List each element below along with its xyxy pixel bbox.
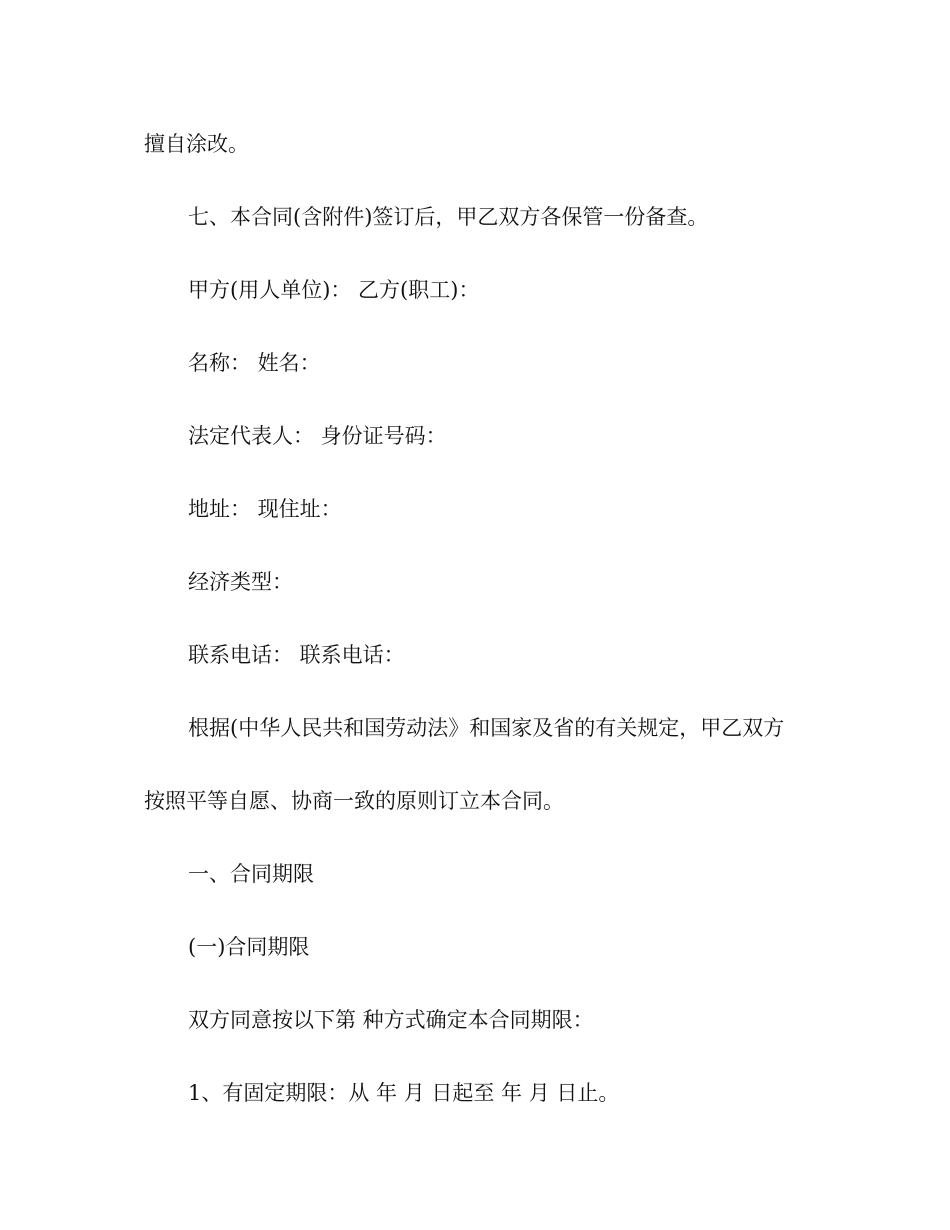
text-line: 1、有固定期限：从 年 月 日起至 年 月 日止。 bbox=[188, 1081, 620, 1105]
text-line: 双方同意按以下第 种方式确定本合同期限： bbox=[188, 1008, 594, 1032]
text-line: 名称： 姓名： bbox=[188, 351, 321, 375]
text-line: 按照平等自愿、协商一致的原则订立本合同。 bbox=[144, 789, 564, 813]
text-line: 七、本合同(含附件)签订后，甲乙双方各保管一份备查。 bbox=[188, 205, 709, 229]
text-line: 法定代表人： 身份证号码： bbox=[188, 424, 447, 448]
text-line: 擅自涂改。 bbox=[144, 132, 249, 156]
text-line: 甲方(用人单位)： 乙方(职工)： bbox=[188, 278, 480, 302]
subsection-heading: (一)合同期限 bbox=[188, 935, 310, 959]
text-line: 经济类型： bbox=[188, 570, 293, 594]
text-line: 地址： 现住址： bbox=[188, 497, 342, 521]
text-line: 根据(中华人民共和国劳动法》和国家及省的有关规定，甲乙双方 bbox=[188, 716, 785, 740]
section-heading: 一、合同期限 bbox=[188, 862, 314, 886]
text-line: 联系电话： 联系电话： bbox=[188, 643, 405, 667]
